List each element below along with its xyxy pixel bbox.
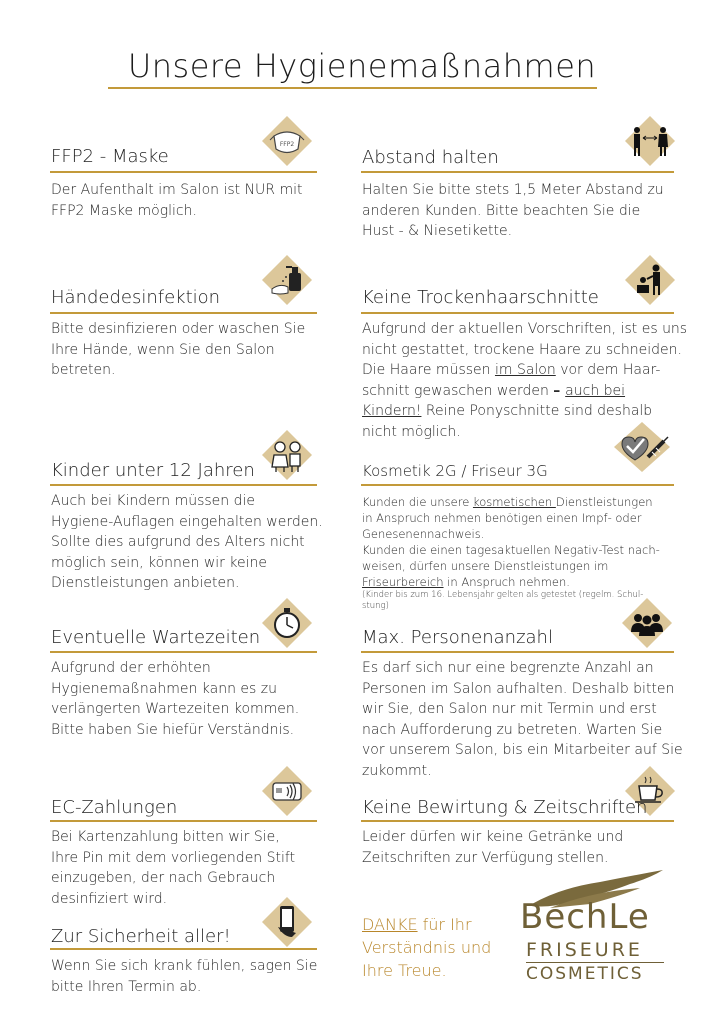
group-icon: [622, 598, 672, 648]
text-line: DANKE für Ihr: [362, 915, 472, 934]
page-title: Unsere Hygienemaßnahmen: [127, 47, 597, 85]
stopwatch-icon: [262, 598, 312, 648]
text-line: Die Haare müssen im Salon vor dem Haar-: [362, 362, 661, 378]
text-line: Leider dürfen wir keine Getränke und: [362, 829, 624, 845]
text-line: Zeitschriften zur Verfügung stellen.: [362, 849, 609, 866]
text-line: Friseurbereich in Anspruch nehmen.: [362, 575, 570, 589]
text-line: Personen im Salon aufhalten. Deshalb bitten: [362, 680, 675, 697]
text-line: Bitte desinfizieren oder waschen Sie: [51, 321, 306, 337]
logo-subtitle-cosmetics: COSMETICS: [526, 964, 644, 984]
hand-sanitizer-icon: [262, 255, 312, 305]
logo-subtitle-friseure: FRISEURE: [526, 939, 643, 961]
heading-sicherheit: Zur Sicherheit aller!: [51, 926, 231, 947]
text-line: Ihre Treue.: [362, 961, 447, 980]
mask-label: FFP2: [279, 141, 295, 148]
text-line: Aufgrund der aktuellen Vorschriften, ist es uns: [362, 321, 688, 337]
text-warte: [51, 658, 299, 740]
rule-sicherheit: [50, 948, 317, 950]
text-line: weisen, dürfen unsere Dienstleistungen im: [362, 559, 609, 573]
text-sicherheit: [51, 956, 317, 997]
text-line: desinfiziert wird.: [51, 890, 168, 907]
text-line: in Anspruch nehmen benötigen einen Impf- oder: [362, 511, 642, 525]
text-line: schnitt gewaschen werden – auch bei: [362, 382, 626, 399]
text-line: Der Aufenthalt im Salon ist NUR mit: [51, 182, 303, 198]
text-line: Hygiene-Auflagen eingehalten werden.: [51, 513, 323, 530]
text-line: betreten.: [51, 362, 116, 378]
text-line: Dienstleistungen anbieten.: [51, 575, 240, 591]
rule-abstand: [361, 171, 674, 173]
text-line: Ihre Pin mit dem vorliegenden Stift: [51, 849, 296, 866]
text-abstand: [362, 180, 664, 242]
text-personen: [362, 658, 683, 781]
text-line: einzugeben, der nach Gebrauch: [51, 870, 276, 886]
text-kinder: [51, 491, 323, 594]
rule-ffp2: [50, 171, 317, 173]
text-line: Aufgrund der erhöhten: [51, 660, 211, 676]
heading-abstand: Abstand halten: [362, 147, 499, 168]
text-line: zukommt.: [362, 762, 432, 779]
text-line: vor unserem Salon, bis ein Mitarbeiter auf Sie: [362, 742, 683, 758]
rule-kinder: [50, 484, 317, 486]
rule-kosmetik: [361, 484, 674, 486]
rule-ec: [50, 820, 317, 822]
text-line: Bei Kartenzahlung bitten wir Sie,: [51, 829, 280, 845]
rule-personen: [361, 651, 674, 653]
text-line: anderen Kunden. Bitte beachten Sie die: [362, 202, 641, 219]
text-line: Es darf sich nur eine begrenzte Anzahl an: [362, 660, 654, 676]
text-line: Ihre Hände, wenn Sie den Salon: [51, 341, 275, 358]
text-haende: [51, 319, 305, 381]
heading-haende: Händedesinfektion: [51, 287, 221, 308]
title-underline: [108, 87, 597, 89]
rule-warte: [50, 651, 317, 653]
rule-bewirtung: [361, 820, 674, 822]
text-line: Halten Sie bitte stets 1,5 Meter Abstand zu: [362, 182, 664, 198]
text-note: (Kinder bis zum 16. Lebensjahr gelten als getestet (regelm. Schul-: [362, 590, 644, 600]
text-note: stung): [362, 601, 389, 611]
text-line: Hygienemaßnahmen kann es zu: [51, 680, 278, 697]
text-line: Kindern! Reine Ponyschnitte sind deshalb: [362, 403, 653, 419]
distance-icon: [625, 116, 675, 166]
heading-warte: Eventuelle Wartezeiten: [51, 627, 261, 648]
text-line: Kunden die einen tagesaktuellen Negativ-Test nach-: [362, 543, 660, 557]
text-bewirtung: [362, 827, 623, 868]
logo-divider: [526, 962, 664, 963]
heading-kosmetik: Kosmetik 2G / Friseur 3G: [362, 462, 548, 480]
heading-trocken: Keine Trockenhaarschnitte: [362, 287, 599, 308]
text-line: Wenn Sie sich krank fühlen, sagen Sie: [51, 958, 318, 974]
text-line: nach Aufforderung zu betreten. Warten Sie: [362, 721, 663, 738]
text-line: bitte Ihren Termin ab.: [51, 978, 202, 995]
text-line: Verständnis und: [362, 938, 492, 957]
text-line: Kunden die unsere kosmetischen Dienstleistungen: [362, 495, 653, 509]
heading-personen: Max. Personenanzahl: [362, 627, 553, 648]
text-ec: [51, 827, 295, 909]
heading-ec: EC-Zahlungen: [51, 797, 178, 818]
children-icon: [262, 430, 312, 480]
rule-haende: [50, 312, 317, 314]
text-line: FFP2 Maske möglich.: [51, 202, 197, 219]
text-line: nicht gestattet, trockene Haare zu schneiden.: [362, 341, 682, 358]
text-line: Sollte dies aufgrund des Alters nicht: [51, 534, 305, 550]
text-line: Auch bei Kindern müssen die: [51, 493, 256, 509]
text-line: wir Sie, den Salon nur mit Termin und erst: [362, 701, 657, 717]
smartphone-icon: [262, 897, 312, 947]
text-line: Genesenennachweis.: [362, 527, 485, 541]
vaccination-icon: [612, 422, 672, 472]
text-line: möglich sein, können wir keine: [51, 554, 267, 571]
thanks-message: [362, 913, 491, 982]
haircut-icon: [625, 255, 675, 305]
text-line: nicht möglich.: [362, 423, 461, 440]
mask-icon: [262, 116, 312, 166]
text-line: verlängerten Wartezeiten kommen.: [51, 701, 300, 717]
text-kosmetik: [362, 494, 660, 612]
text-line: Bitte haben Sie hiefür Verständnis.: [51, 721, 295, 738]
text-line: Hust - & Niesetikette.: [362, 223, 513, 239]
heading-ffp2: FFP2 - Maske: [51, 146, 169, 167]
heading-bewirtung: Keine Bewirtung & Zeitschriften: [362, 797, 648, 818]
heading-kinder: Kinder unter 12 Jahren: [51, 460, 255, 481]
contactless-payment-icon: [262, 766, 312, 816]
logo-name: BechLe: [520, 897, 650, 937]
text-ffp2: [51, 180, 303, 221]
rule-trocken: [361, 312, 674, 314]
